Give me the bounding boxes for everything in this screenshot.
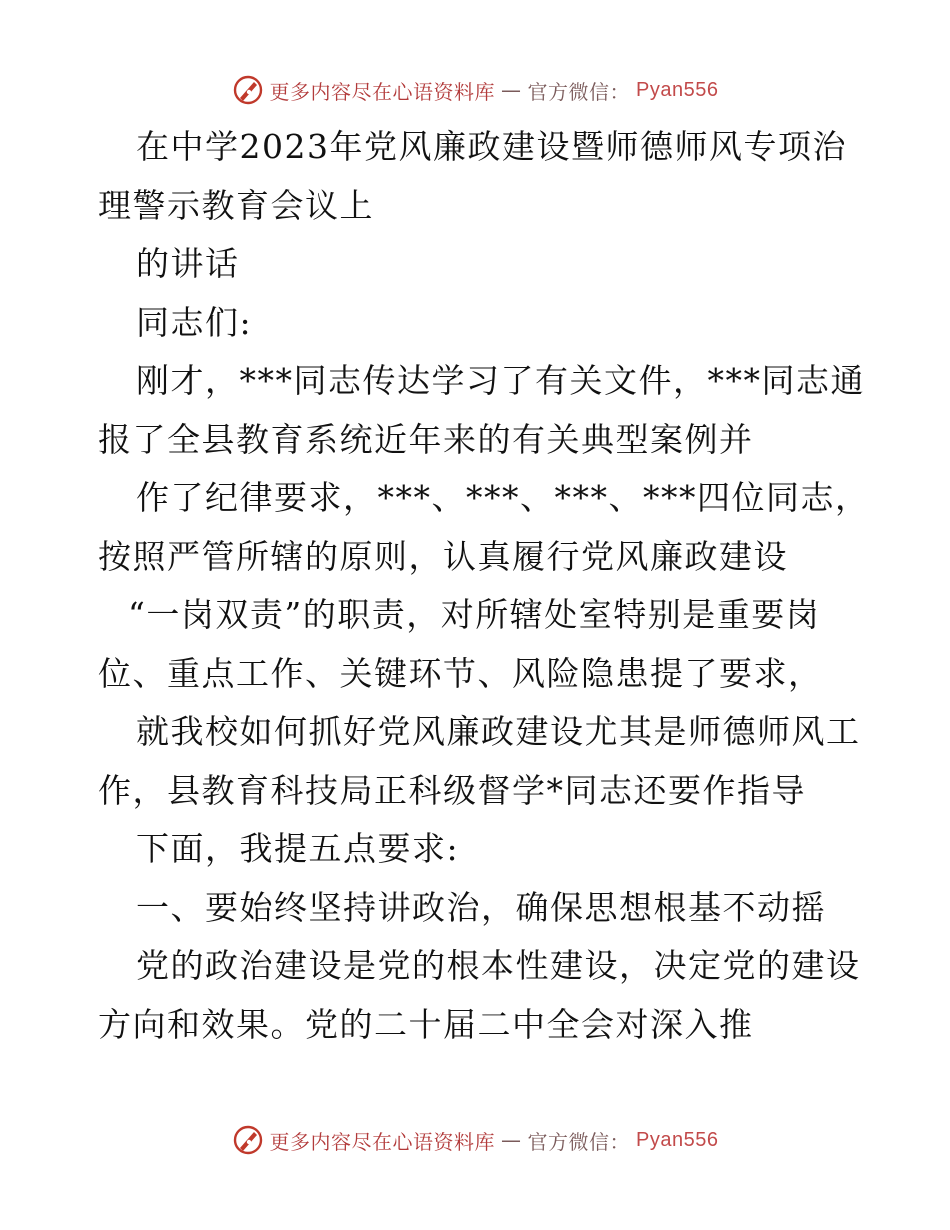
paragraph-line: 位、重点工作、关键环节、风险隐患提了要求，	[98, 653, 823, 693]
paragraph-line: 作，县教育科技局正科级督学*同志还要作指导	[98, 770, 806, 810]
paragraph-line: 作了纪律要求，***、***、***、***四位同志，	[136, 478, 870, 517]
footer-banner-content	[232, 1124, 719, 1156]
header-banner-text: 更多内容尽在心语资料库	[269, 79, 496, 104]
pen-logo-icon	[232, 74, 264, 106]
paragraph-line: 按照严管所辖的原则，认真履行党风廉政建设	[98, 536, 788, 576]
header-watermark-banner	[0, 70, 950, 110]
title-line-3: 的讲话	[136, 244, 240, 283]
paragraph-line: 方向和效果。党的二十届二中全会对深入推	[98, 1004, 754, 1044]
paragraph-line: 报了全县教育系统近年来的有关典型案例并	[98, 419, 754, 459]
paragraph-line: 刚才，***同志传达学习了有关文件，***同志通	[136, 361, 865, 400]
pen-logo-icon	[232, 1124, 264, 1156]
paragraph-line: 下面，我提五点要求:	[136, 829, 460, 868]
header-banner-dash: —	[501, 78, 522, 102]
header-banner-wechat-label: 官方微信：	[527, 79, 631, 104]
paragraph-line: 就我校如何抓好党风廉政建设尤其是师德师风工	[136, 712, 861, 751]
footer-banner-wechat-label: 官方微信：	[527, 1129, 631, 1154]
footer-banner-wechat-id: Pyan556	[636, 1128, 719, 1151]
paragraph-line: 党的政治建设是党的根本性建设，决定党的建设	[136, 946, 861, 985]
document-body	[98, 118, 870, 1054]
title-line-2: 理警示教育会议上	[98, 185, 374, 225]
paragraph-line: “一岗双责”的职责，对所辖处室特别是重要岗	[128, 595, 821, 634]
salutation: 同志们:	[136, 302, 253, 342]
header-banner-content	[232, 74, 719, 106]
section-heading: 一、要始终坚持讲政治，确保思想根基不动摇	[136, 887, 826, 927]
footer-banner-dash: —	[501, 1128, 522, 1152]
header-banner-wechat-id: Pyan556	[636, 78, 719, 101]
footer-watermark-banner	[0, 1120, 950, 1160]
footer-banner-text: 更多内容尽在心语资料库	[269, 1129, 496, 1154]
title-line-1: 在中学2023年党风廉政建设暨师德师风专项治	[136, 127, 847, 166]
